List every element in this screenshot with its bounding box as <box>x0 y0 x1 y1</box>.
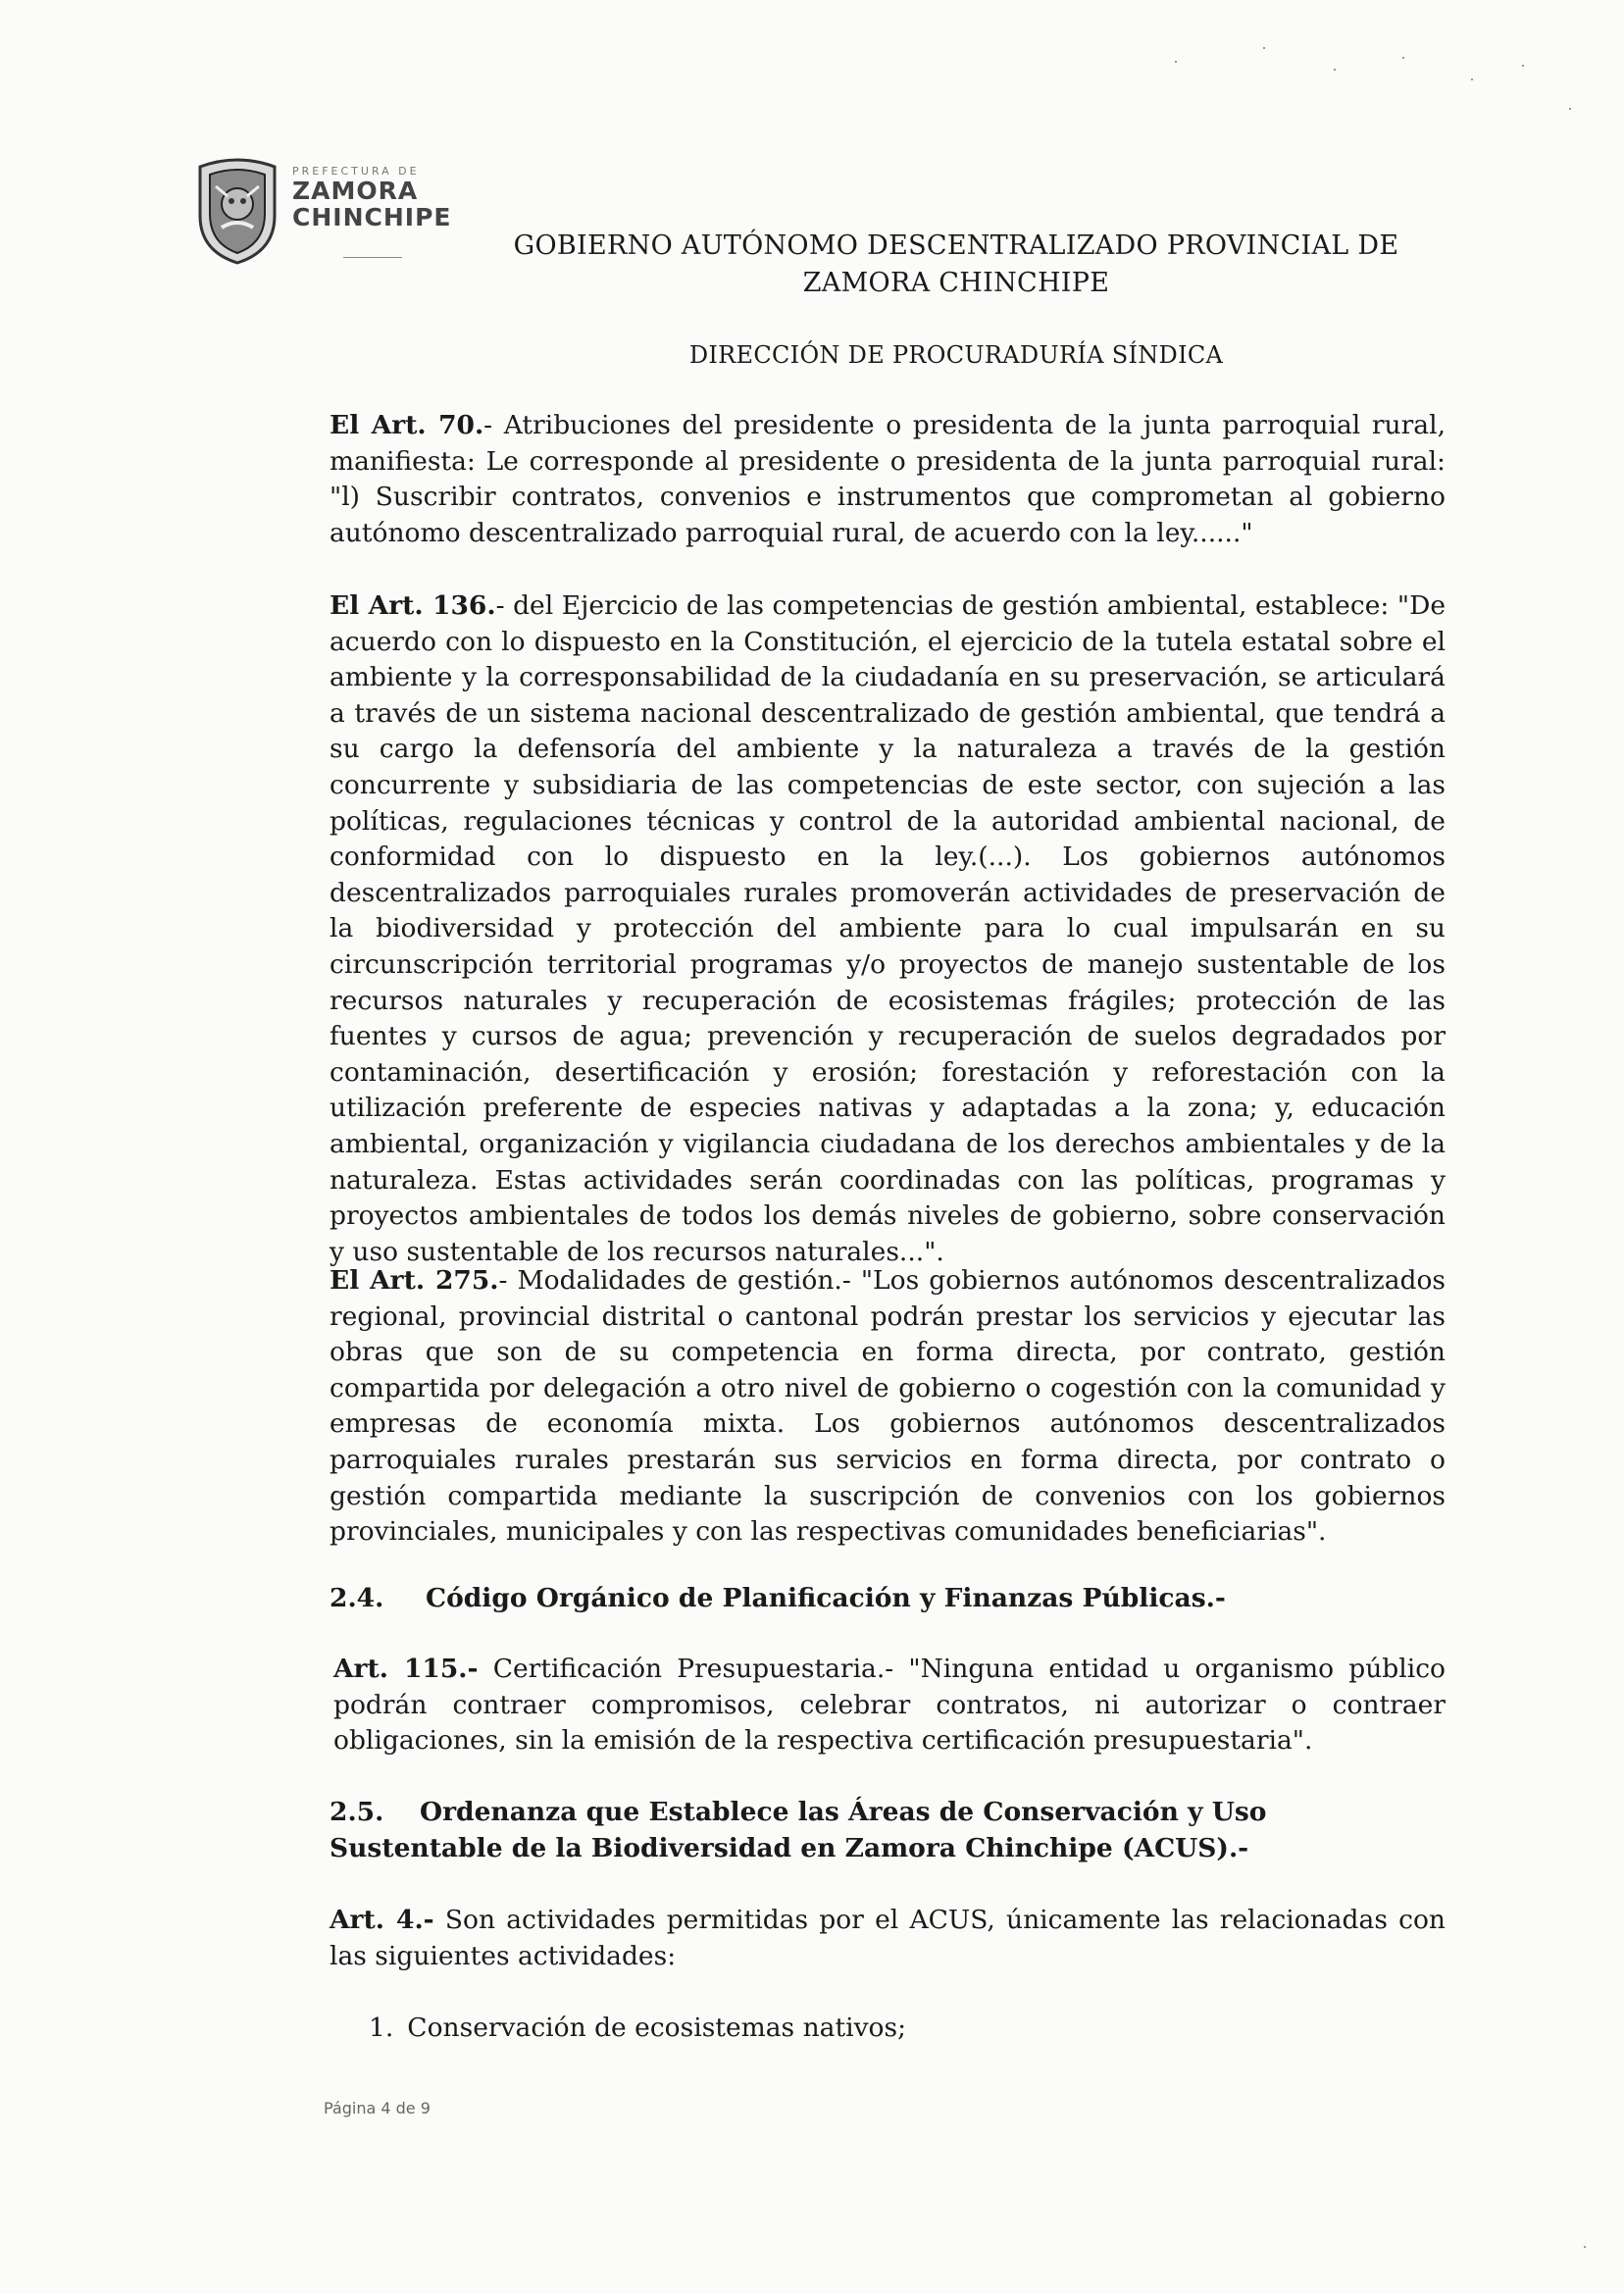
article-70-text: - Atribuciones del presidente o presidenta de la junta parroquial rural, manifiesta: Le corresponde al presidente o presidenta de la junta parroquial rural: "l) Suscribir contratos, convenios e instrumentos que comprometan al gobierno autónomo descentralizado parroquial rural, de acuerdo con la ley......" <box>330 410 1446 548</box>
article-136-label: El Art. 136. <box>330 590 496 621</box>
article-4-label: Art. 4.- <box>330 1905 434 1935</box>
article-4-text: Son actividades permitidas por el ACUS, únicamente las relacionadas con las siguientes actividades: <box>330 1905 1446 1971</box>
logo-underline <box>343 257 402 258</box>
scan-speck <box>1569 108 1571 110</box>
page-title <box>422 228 1491 302</box>
article-275-label: El Art. 275. <box>330 1265 499 1296</box>
scan-speck <box>1471 78 1473 80</box>
scan-speck <box>1522 65 1524 67</box>
list-item <box>369 2011 906 2046</box>
section-2-4-number: 2.4. <box>330 1583 384 1613</box>
article-70-label: El Art. 70. <box>330 410 484 440</box>
logo-line2: CHINCHIPE <box>292 203 452 231</box>
section-2-5-title: Ordenanza que Establece las Áreas de Conservación y Uso Sustentable de la Biodiversidad en Zamora Chinchipe (ACUS).- <box>330 1797 1267 1863</box>
article-115-label: Art. 115.- <box>333 1654 479 1684</box>
title-line2: ZAMORA CHINCHIPE <box>802 268 1110 298</box>
article-115 <box>333 1652 1446 1759</box>
article-275 <box>330 1263 1446 1551</box>
scan-speck <box>1334 69 1336 71</box>
logo-line1: ZAMORA <box>292 177 419 205</box>
page-subtitle: DIRECCIÓN DE PROCURADURÍA SÍNDICA <box>688 341 1224 369</box>
page-number: Página 4 de 9 <box>324 2099 431 2117</box>
section-2-4-title: Código Orgánico de Planificación y Finanzas Públicas.- <box>426 1583 1226 1613</box>
list-item-text: Conservación de ecosistemas nativos; <box>407 2013 907 2043</box>
list-item-number: 1. <box>369 2013 394 2043</box>
scan-speck <box>1263 47 1265 49</box>
logo-wordmark <box>292 165 451 230</box>
scan-speck <box>1175 61 1177 63</box>
section-2-4-heading <box>330 1581 1457 1617</box>
article-275-text: - Modalidades de gestión.- "Los gobiernos autónomos descentralizados regional, provincial distrital o cantonal podrán prestar los servicios y ejecutar las obras que son de su competencia en forma directa, por contrato, gestión compartida por delegación a otro nivel de gobierno o cogestión con la comunidad y empresas de economía mixta. Los gobiernos autónomos descentralizados parroquiales rurales prestarán sus servicios en forma directa, por contrato o gestión compartida mediante la suscripción de convenios con los gobiernos provinciales, municipales y con las respectivas comunidades beneficiarias". <box>330 1265 1446 1548</box>
logo-small-text: PREFECTURA DE <box>292 165 420 178</box>
article-115-text: Certificación Presupuestaria.- "Ninguna entidad u organismo público podrán contraer compromisos, celebrar contratos, ni autorizar o contraer obligaciones, sin la emisión de la respectiva certificación presupuestaria". <box>333 1654 1446 1757</box>
title-line1: GOBIERNO AUTÓNOMO DESCENTRALIZADO PROVINCIAL DE <box>513 230 1399 261</box>
scan-speck <box>1584 2246 1586 2248</box>
scan-speck <box>1402 57 1404 59</box>
prefecture-seal-icon <box>192 157 282 267</box>
section-2-5-heading <box>330 1795 1447 1866</box>
article-136 <box>330 588 1446 1270</box>
article-136-text: - del Ejercicio de las competencias de gestión ambiental, establece: "De acuerdo con lo dispuesto en la Constitución, el ejercicio de la tutela estatal sobre el ambiente y la corresponsabilidad de la ciudadanía en su preservación, se articulará a través de un sistema nacional descentralizado de gestión ambiental, que tendrá a su cargo la defensoría del ambiente y la naturaleza a través de la gestión concurrente y subsidiaria de las competencias de este sector, con sujeción a las políticas, regulaciones técnicas y control de la autoridad ambiental nacional, de conformidad con lo dispuesto en la ley.(...). Los gobiernos autónomos descentralizados parroquiales rurales promoverán actividades de preservación de la biodiversidad y protección del ambiente para lo cual impulsarán en su circunscripción territorial programas y/o proyectos de manejo sustentable de los recursos naturales y recuperación de ecosistemas frágiles; protección de las fuentes y cursos de agua; prevención y recuperación de suelos degradados por contaminación, desertificación y erosión; forestación y reforestación con la utilización preferente de especies nativas y adaptadas a la zona; y, educación ambiental, organización y vigilancia ciudadana de los derechos ambientales y de la naturaleza. Estas actividades serán coordinadas con las políticas, programas y proyectos ambientales de todos los demás niveles de gobierno, sobre conservación y uso sustentable de los recursos naturales...". <box>330 590 1446 1267</box>
article-70 <box>330 408 1446 551</box>
article-4 <box>330 1903 1446 1974</box>
section-2-5-number: 2.5. <box>330 1797 384 1827</box>
